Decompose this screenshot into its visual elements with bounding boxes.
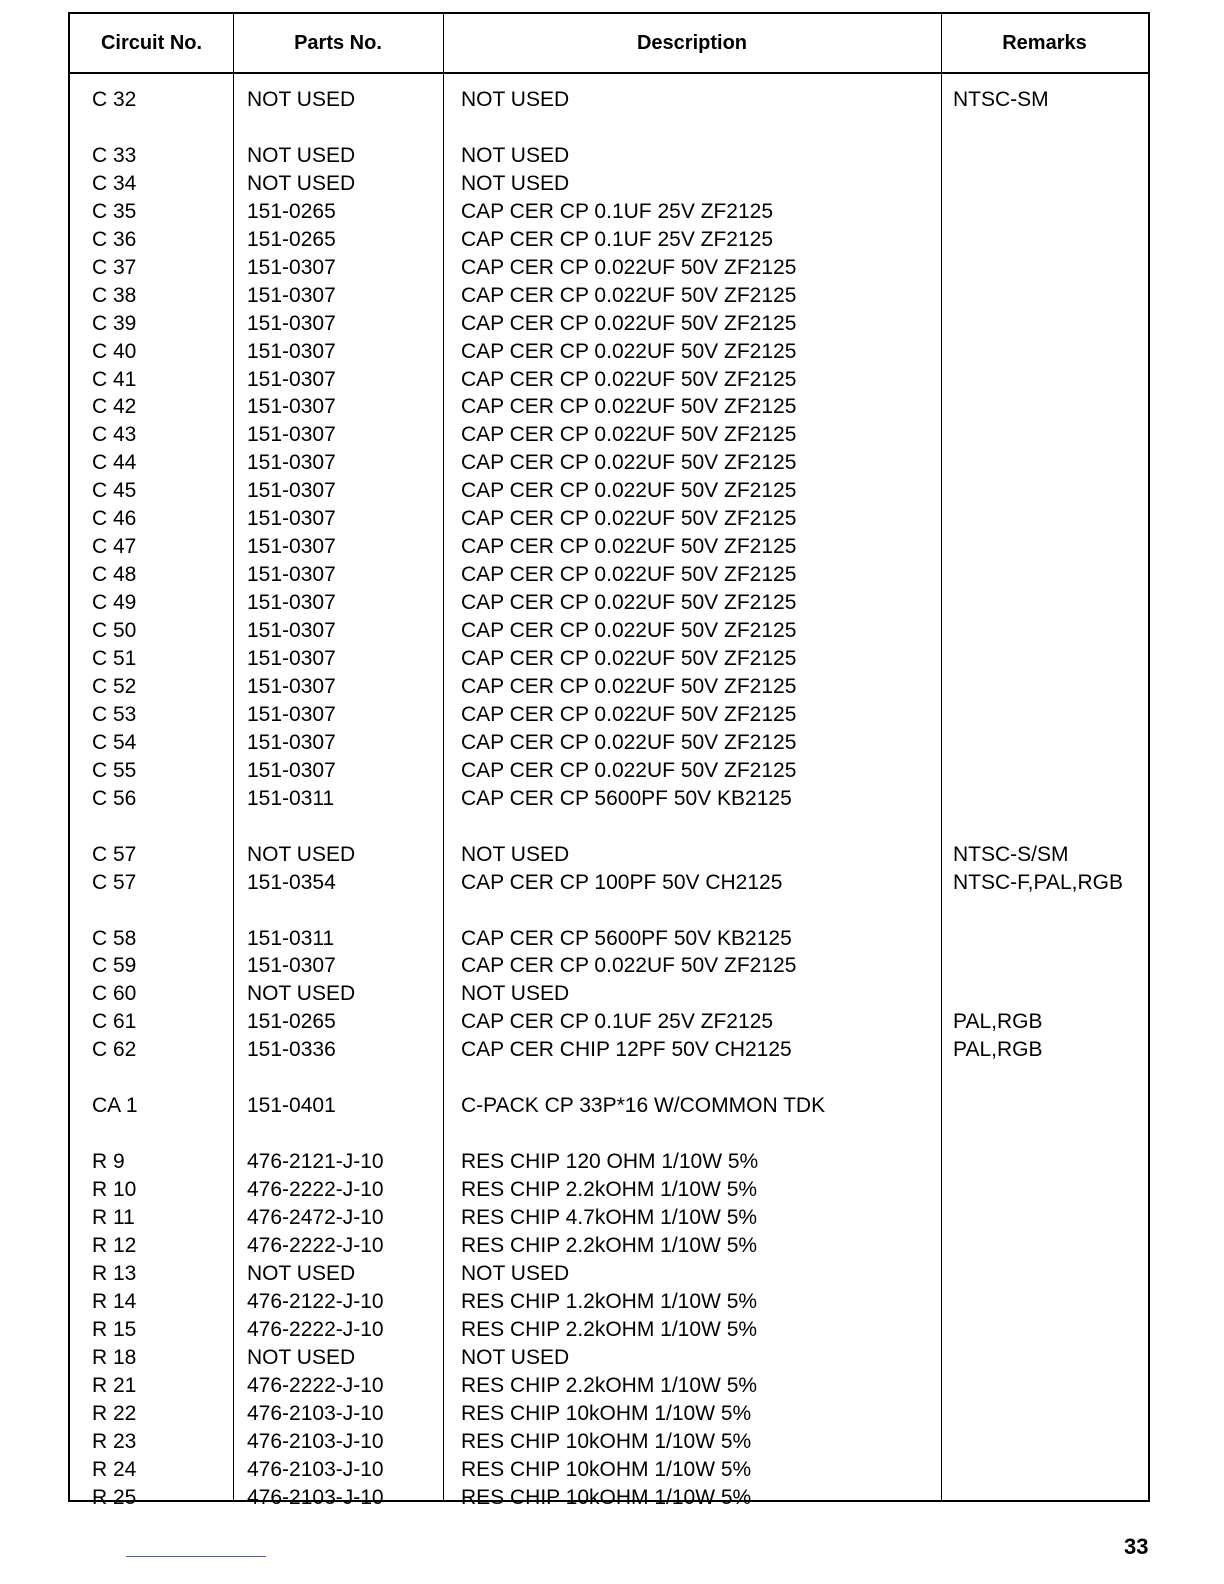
table-row <box>70 952 1148 980</box>
description-cell: CAP CER CP 0.022UF 50V ZF2125 <box>461 423 797 447</box>
table-row <box>70 645 1148 673</box>
table-row <box>70 1288 1148 1316</box>
circuit-no-cell: R 9 <box>92 1150 125 1174</box>
table-row <box>70 1400 1148 1428</box>
table-row <box>70 86 1148 114</box>
parts-no-cell: 151-0265 <box>247 227 336 251</box>
parts-no-cell: 151-0307 <box>247 758 336 782</box>
circuit-no-cell: C 34 <box>92 171 137 195</box>
remarks-cell: NTSC-F,PAL,RGB <box>953 870 1123 894</box>
table-row <box>70 729 1148 757</box>
circuit-no-cell: C 62 <box>92 1038 137 1062</box>
description-cell: CAP CER CP 0.022UF 50V ZF2125 <box>461 507 797 531</box>
parts-no-cell: 151-0307 <box>247 339 336 363</box>
parts-no-cell: 151-0354 <box>247 870 336 894</box>
description-cell: RES CHIP 10kOHM 1/10W 5% <box>461 1485 752 1509</box>
description-cell: NOT USED <box>461 171 570 195</box>
description-cell: CAP CER CP 5600PF 50V KB2125 <box>461 786 792 810</box>
description-cell: CAP CER CP 0.022UF 50V ZF2125 <box>461 591 797 615</box>
circuit-no-cell: C 53 <box>92 702 137 726</box>
description-cell: RES CHIP 4.7kOHM 1/10W 5% <box>461 1206 758 1229</box>
description-cell: CAP CER CP 0.022UF 50V ZF2125 <box>461 339 797 363</box>
circuit-no-cell: R 18 <box>92 1345 137 1369</box>
table-row <box>70 1092 1148 1120</box>
parts-no-cell: 476-2103-J-10 <box>247 1457 384 1481</box>
table-row <box>70 449 1148 477</box>
parts-no-cell: 151-0307 <box>247 423 336 447</box>
table-row <box>70 1008 1148 1036</box>
table-row <box>70 1064 1148 1092</box>
parts-no-cell: 476-2103-J-10 <box>247 1429 384 1453</box>
parts-no-cell: 151-0307 <box>247 674 336 698</box>
circuit-no-cell: C 36 <box>92 227 137 251</box>
description-cell: CAP CER CP 0.1UF 25V ZF2125 <box>461 199 774 223</box>
circuit-no-cell: C 37 <box>92 255 137 279</box>
description-cell: RES CHIP 10kOHM 1/10W 5% <box>461 1401 752 1425</box>
parts-no-cell: NOT USED <box>247 1345 356 1369</box>
page-number: 33 <box>1124 1534 1149 1559</box>
circuit-no-cell: C 59 <box>92 954 137 978</box>
table-row <box>70 841 1148 869</box>
table-row <box>70 477 1148 505</box>
description-cell: RES CHIP 2.2kOHM 1/10W 5% <box>461 1178 758 1202</box>
circuit-no-cell: C 40 <box>92 339 137 363</box>
description-cell: CAP CER CP 0.022UF 50V ZF2125 <box>461 563 797 587</box>
parts-no-cell: NOT USED <box>247 88 356 111</box>
circuit-no-cell: C 48 <box>92 563 137 587</box>
description-cell: RES CHIP 10kOHM 1/10W 5% <box>461 1429 752 1453</box>
parts-no-cell: 151-0307 <box>247 479 336 503</box>
description-cell: RES CHIP 2.2kOHM 1/10W 5% <box>461 1317 758 1341</box>
circuit-no-cell: R 25 <box>92 1485 137 1509</box>
description-cell: NOT USED <box>461 982 570 1006</box>
parts-no-cell: 151-0307 <box>247 954 336 978</box>
circuit-no-cell: C 49 <box>92 591 137 615</box>
parts-no-cell: 151-0307 <box>247 255 336 279</box>
description-cell: NOT USED <box>461 143 570 167</box>
parts-no-cell: 476-2222-J-10 <box>247 1233 384 1257</box>
parts-no-cell: 151-0265 <box>247 199 336 223</box>
table-row <box>70 393 1148 421</box>
table-row <box>70 1260 1148 1288</box>
circuit-no-cell: R 22 <box>92 1401 137 1425</box>
description-cell: CAP CER CP 0.022UF 50V ZF2125 <box>461 451 797 475</box>
table-row <box>70 505 1148 533</box>
circuit-no-cell: R 10 <box>92 1178 137 1202</box>
parts-no-cell: 151-0336 <box>247 1038 336 1062</box>
description-cell: CAP CER CP 0.022UF 50V ZF2125 <box>461 255 797 279</box>
parts-no-cell: 151-0307 <box>247 367 336 391</box>
circuit-no-cell: C 39 <box>92 311 137 335</box>
description-cell: NOT USED <box>461 1345 570 1369</box>
table-row <box>70 1372 1148 1400</box>
parts-no-cell: NOT USED <box>247 842 356 866</box>
table-row <box>70 282 1148 310</box>
table-row <box>70 869 1148 897</box>
parts-no-cell: 151-0311 <box>247 786 335 810</box>
parts-no-cell: 151-0307 <box>247 311 336 335</box>
parts-no-cell: 151-0307 <box>247 507 336 531</box>
table-row <box>70 897 1148 925</box>
parts-no-cell: 151-0307 <box>247 619 336 643</box>
parts-no-cell: 151-0307 <box>247 563 336 587</box>
circuit-no-cell: R 13 <box>92 1261 137 1285</box>
table-row <box>70 338 1148 366</box>
table-row <box>70 589 1148 617</box>
parts-no-cell: 151-0307 <box>247 283 336 307</box>
description-cell: CAP CER CP 5600PF 50V KB2125 <box>461 926 792 950</box>
circuit-no-cell: R 21 <box>92 1373 137 1397</box>
circuit-no-cell: C 47 <box>92 535 137 559</box>
table-row <box>70 198 1148 226</box>
table-row <box>70 170 1148 198</box>
description-cell: C-PACK CP 33P*16 W/COMMON TDK <box>461 1094 826 1118</box>
parts-no-cell: 476-2222-J-10 <box>247 1373 384 1397</box>
circuit-no-cell: C 41 <box>92 367 137 391</box>
table-row <box>70 701 1148 729</box>
table-row <box>70 226 1148 254</box>
remarks-cell: NTSC-SM <box>953 88 1049 111</box>
description-cell: RES CHIP 1.2kOHM 1/10W 5% <box>461 1289 758 1313</box>
table-row <box>70 1316 1148 1344</box>
description-cell: CAP CER CP 0.022UF 50V ZF2125 <box>461 479 797 503</box>
table-row <box>70 1484 1148 1512</box>
table-row <box>70 1428 1148 1456</box>
circuit-no-cell: C 35 <box>92 199 137 223</box>
parts-no-cell: 151-0401 <box>247 1094 336 1118</box>
table-row <box>70 673 1148 701</box>
description-cell: CAP CER CP 0.022UF 50V ZF2125 <box>461 395 797 419</box>
description-cell: NOT USED <box>461 88 570 111</box>
table-row <box>70 813 1148 841</box>
circuit-no-cell: C 61 <box>92 1010 137 1034</box>
remarks-cell: NTSC-S/SM <box>953 842 1069 866</box>
parts-no-cell: 151-0307 <box>247 702 336 726</box>
circuit-no-cell: C 60 <box>92 982 137 1006</box>
description-cell: CAP CER CP 100PF 50V CH2125 <box>461 870 783 894</box>
circuit-no-cell: C 54 <box>92 730 137 754</box>
circuit-no-cell: R 24 <box>92 1457 137 1481</box>
description-cell: CAP CER CP 0.1UF 25V ZF2125 <box>461 1010 774 1034</box>
circuit-no-cell: R 14 <box>92 1289 137 1313</box>
table-row <box>70 1232 1148 1260</box>
circuit-no-cell: R 15 <box>92 1317 137 1341</box>
table-row <box>70 1456 1148 1484</box>
header-divider <box>70 72 1148 74</box>
circuit-no-cell: C 44 <box>92 451 137 475</box>
circuit-no-cell: R 12 <box>92 1233 137 1257</box>
table-row <box>70 1176 1148 1204</box>
parts-no-cell: 151-0307 <box>247 535 336 559</box>
remarks-cell: PAL,RGB <box>953 1038 1043 1062</box>
description-cell: NOT USED <box>461 842 570 866</box>
parts-no-cell: 476-2103-J-10 <box>247 1401 384 1425</box>
table-row <box>70 1120 1148 1148</box>
parts-no-cell: 476-2472-J-10 <box>247 1206 384 1229</box>
circuit-no-cell: R 11 <box>92 1206 135 1229</box>
table-row <box>70 1344 1148 1372</box>
circuit-no-cell: C 42 <box>92 395 137 419</box>
circuit-no-cell: C 33 <box>92 143 137 167</box>
description-cell: RES CHIP 120 OHM 1/10W 5% <box>461 1150 759 1174</box>
circuit-no-cell: CA 1 <box>92 1094 138 1118</box>
parts-no-cell: 151-0307 <box>247 730 336 754</box>
parts-no-cell: NOT USED <box>247 1261 356 1285</box>
parts-no-cell: NOT USED <box>247 143 356 167</box>
table-row <box>70 310 1148 338</box>
circuit-no-cell: R 23 <box>92 1429 137 1453</box>
parts-no-cell: 151-0307 <box>247 395 336 419</box>
header-parts-no: Parts No. <box>294 31 382 54</box>
circuit-no-cell: C 43 <box>92 423 137 447</box>
description-cell: CAP CER CP 0.022UF 50V ZF2125 <box>461 535 797 559</box>
parts-no-cell: 151-0265 <box>247 1010 336 1034</box>
table-row <box>70 925 1148 953</box>
description-cell: CAP CER CP 0.022UF 50V ZF2125 <box>461 758 797 782</box>
circuit-no-cell: C 51 <box>92 647 137 670</box>
description-cell: CAP CER CP 0.022UF 50V ZF2125 <box>461 647 797 670</box>
description-cell: CAP CER CP 0.022UF 50V ZF2125 <box>461 954 797 978</box>
parts-no-cell: 151-0311 <box>247 926 335 950</box>
parts-no-cell: 151-0307 <box>247 591 336 615</box>
description-cell: CAP CER CP 0.022UF 50V ZF2125 <box>461 619 797 643</box>
circuit-no-cell: C 57 <box>92 842 137 866</box>
table-row <box>70 757 1148 785</box>
parts-no-cell: NOT USED <box>247 171 356 195</box>
description-cell: CAP CER CP 0.022UF 50V ZF2125 <box>461 674 797 698</box>
circuit-no-cell: C 50 <box>92 619 137 643</box>
table-row <box>70 785 1148 813</box>
circuit-no-cell: C 55 <box>92 758 137 782</box>
header-description: Description <box>636 31 748 54</box>
description-cell: CAP CER CHIP 12PF 50V CH2125 <box>461 1038 792 1062</box>
parts-no-cell: 476-2103-J-10 <box>247 1485 384 1509</box>
circuit-no-cell: C 38 <box>92 283 137 307</box>
table-row <box>70 617 1148 645</box>
circuit-no-cell: C 58 <box>92 926 137 950</box>
table-row <box>70 980 1148 1008</box>
circuit-no-cell: C 32 <box>92 88 137 111</box>
table-row <box>70 1204 1148 1232</box>
circuit-no-cell: C 52 <box>92 674 137 698</box>
footer-rule <box>126 1556 266 1557</box>
description-cell: CAP CER CP 0.022UF 50V ZF2125 <box>461 730 797 754</box>
description-cell: RES CHIP 2.2kOHM 1/10W 5% <box>461 1373 758 1397</box>
description-cell: CAP CER CP 0.022UF 50V ZF2125 <box>461 702 797 726</box>
table-row <box>70 254 1148 282</box>
description-cell: CAP CER CP 0.022UF 50V ZF2125 <box>461 367 797 391</box>
table-row <box>70 421 1148 449</box>
circuit-no-cell: C 45 <box>92 479 137 503</box>
parts-no-cell: 476-2222-J-10 <box>247 1317 384 1341</box>
table-row <box>70 1036 1148 1064</box>
table-row <box>70 366 1148 394</box>
header-circuit-no: Circuit No. <box>100 31 203 54</box>
circuit-no-cell: C 57 <box>92 870 137 894</box>
remarks-cell: PAL,RGB <box>953 1010 1043 1034</box>
parts-no-cell: 476-2222-J-10 <box>247 1178 384 1202</box>
circuit-no-cell: C 46 <box>92 507 137 531</box>
table-row <box>70 533 1148 561</box>
description-cell: CAP CER CP 0.022UF 50V ZF2125 <box>461 311 797 335</box>
circuit-no-cell: C 56 <box>92 786 137 810</box>
parts-no-cell: 476-2121-J-10 <box>247 1150 384 1174</box>
parts-no-cell: 151-0307 <box>247 451 336 475</box>
table-row <box>70 561 1148 589</box>
description-cell: RES CHIP 10kOHM 1/10W 5% <box>461 1457 752 1481</box>
table-row <box>70 1148 1148 1176</box>
table-row <box>70 142 1148 170</box>
parts-no-cell: 476-2122-J-10 <box>247 1289 384 1313</box>
description-cell: CAP CER CP 0.022UF 50V ZF2125 <box>461 283 797 307</box>
description-cell: CAP CER CP 0.1UF 25V ZF2125 <box>461 227 774 251</box>
description-cell: RES CHIP 2.2kOHM 1/10W 5% <box>461 1233 758 1257</box>
table-row <box>70 114 1148 142</box>
description-cell: NOT USED <box>461 1261 570 1285</box>
header-remarks: Remarks <box>1002 31 1087 54</box>
parts-no-cell: NOT USED <box>247 982 356 1006</box>
parts-no-cell: 151-0307 <box>247 647 336 670</box>
parts-list-table <box>68 12 1150 1509</box>
